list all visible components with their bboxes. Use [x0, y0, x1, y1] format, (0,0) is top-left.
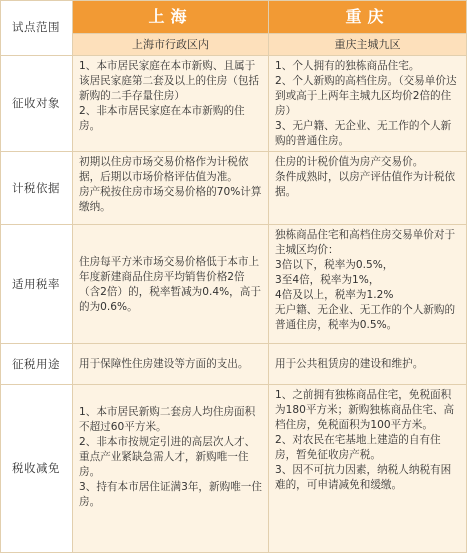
- list-item: 住房每平方米市场交易价格低于本市上年度新建商品住房平均销售价格2倍（含2倍）的，税率暂减为0.4%，高于的为0.6%。: [79, 255, 261, 313]
- list-item: 独栋商品住宅和高档住房交易单价对于主城区均价：: [275, 229, 456, 256]
- chongqing-levy-object: [269, 56, 467, 152]
- list-item: 用于保障性住房建设等方面的支出。: [79, 358, 249, 370]
- chongqing-area-cell: [269, 34, 467, 56]
- list-item: 房产税按住房市场交易价格的70%计算缴纳。: [79, 186, 262, 213]
- list-item: 2、非本市居民家庭在本市新购的住房。: [79, 105, 245, 132]
- row-label-tax-rate: [0, 225, 73, 344]
- list-item: 2、对农民在宅基地上建造的自有住房，暂免征收房产税。: [275, 434, 441, 461]
- shanghai-tax-use: [73, 344, 269, 385]
- list-item: 1、本市居民新购二套房人均住房面积不超过60平方米。: [79, 406, 256, 433]
- shanghai-tax-relief: [73, 385, 269, 553]
- row-label-levy-object: [0, 56, 73, 152]
- chongqing-area: 重庆主城九区: [334, 38, 401, 51]
- shanghai-header: [73, 0, 269, 34]
- row-label: 税收减免: [12, 461, 60, 475]
- shanghai-tax-rate: [73, 225, 269, 344]
- chongqing-tax-rate: [269, 225, 467, 344]
- chongqing-tax-relief: [269, 385, 467, 553]
- chongqing-tax-use: [269, 344, 467, 385]
- list-item: 3至4倍，税率为1%，: [275, 274, 380, 286]
- shanghai-title: 上海: [148, 7, 193, 26]
- row-label-tax-basis: [0, 152, 73, 225]
- chongqing-header: [269, 0, 467, 34]
- shanghai-tax-basis: [73, 152, 269, 225]
- list-item: 3、无户籍、无企业、无工作的个人新购的普通住房。: [275, 120, 452, 147]
- list-item: 初期以住房市场交易价格作为计税依据，后期以市场价格评估值为准。: [79, 156, 249, 183]
- list-item: 3倍以下，税率为0.5%，: [275, 259, 394, 271]
- list-item: 无户籍、无企业、无工作的个人新购的普通住房，税率为0.5%。: [275, 304, 456, 331]
- scope-label-cell: [0, 0, 73, 56]
- row-label: 计税依据: [12, 180, 60, 195]
- list-item: 1、之前拥有独栋商品住宅，免税面积为180平方米；新购独栋商品住宅、高档住房，免税面积为100平方米。: [275, 389, 455, 431]
- list-item: 1、本市居民家庭在本市新购、且属于该居民家庭第二套及以上的住房（包括新购的二手存量住房）: [79, 60, 260, 102]
- row-label: 征税用途: [12, 356, 60, 371]
- scope-label: 试点范围: [12, 20, 60, 34]
- list-item: 条件成熟时，以房产评估值作为计税依据。: [275, 171, 456, 198]
- list-item: 2、非本市按规定引进的高层次人才、重点产业紧缺急需人才，新购唯一住房。: [79, 436, 256, 478]
- list-item: 用于公共租赁房的建设和维护。: [275, 358, 424, 370]
- list-item: 2、个人新购的高档住房。（交易单价达到或高于上两年主城九区均价2倍的住房）: [275, 75, 457, 117]
- chongqing-title: 重庆: [345, 7, 390, 26]
- row-label-tax-relief: [0, 385, 73, 553]
- shanghai-levy-object: [73, 56, 269, 152]
- shanghai-area-cell: [73, 34, 269, 56]
- row-label-tax-use: [0, 344, 73, 385]
- row-label: 适用税率: [12, 276, 60, 291]
- list-item: 1、个人拥有的独栋商品住宅。: [275, 60, 420, 72]
- list-item: 住房的计税价值为房产交易价。: [275, 156, 424, 168]
- row-label: 征收对象: [12, 96, 60, 110]
- chongqing-tax-basis: [269, 152, 467, 225]
- list-item: 3、因不可抗力因素，纳税人纳税有困难的，可申请减免和缓缴。: [275, 464, 452, 491]
- shanghai-area: 上海市行政区内: [132, 38, 209, 51]
- list-item: 3、持有本市居住证满3年，新购唯一住房。: [79, 481, 262, 508]
- list-item: 4倍及以上，税率为1.2%: [275, 289, 394, 301]
